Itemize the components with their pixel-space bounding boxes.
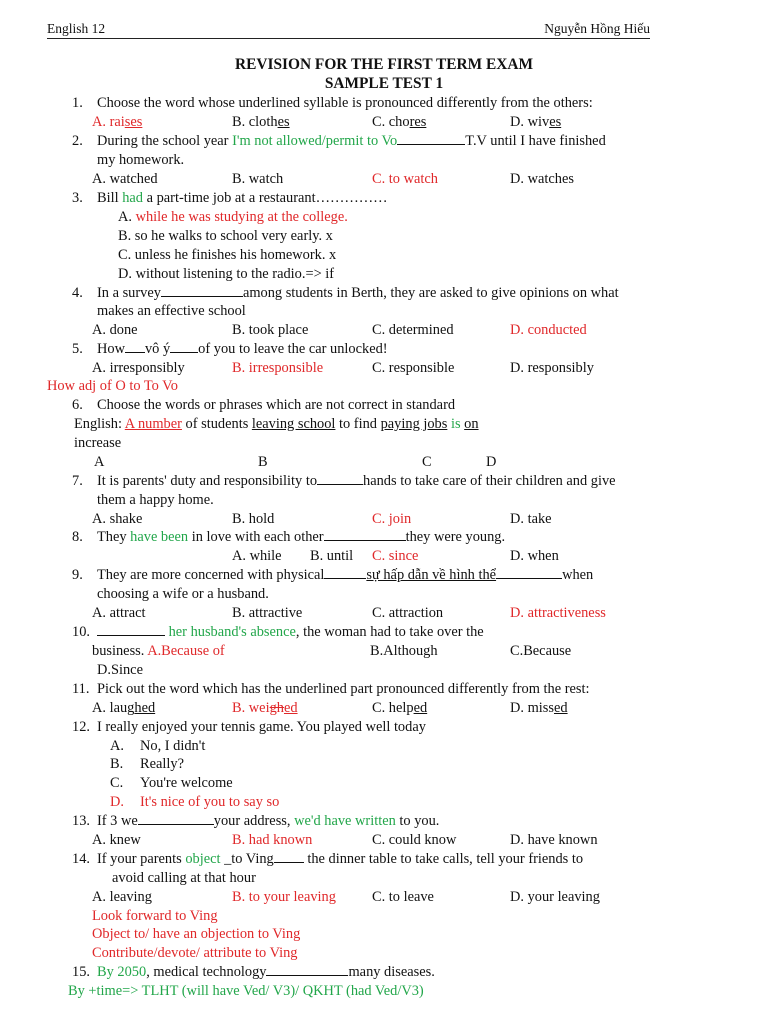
q14-option-c: C. to leave (372, 889, 434, 905)
q1-option-a: A. raises (92, 114, 143, 130)
q12-label-b: B. (110, 756, 124, 772)
q12-option-d: It's nice of you to say so (140, 794, 280, 810)
q3-text: Bill had a part-time job at a restaurant…………… (97, 190, 388, 206)
q11-option-c: C. helped (372, 700, 428, 716)
q1-number: 1. (72, 95, 83, 111)
q1-option-c: C. chores (372, 114, 427, 130)
q13-option-a: A. knew (92, 832, 141, 848)
q10-option-c: C.Because (510, 643, 572, 659)
q14-note-1: Look forward to Ving (92, 908, 218, 924)
q4-option-b: B. took place (232, 322, 309, 338)
q12-number: 12. (72, 719, 90, 735)
q12-option-c: You're welcome (140, 775, 233, 791)
q4-text-cont: makes an effective school (97, 303, 246, 319)
q9-option-a: A. attract (92, 605, 146, 621)
header-author: Nguyễn Hồng Hiếu (544, 21, 650, 36)
q1-option-b: B. clothes (232, 114, 290, 130)
q9-text-cont: choosing a wife or a husband. (97, 586, 269, 602)
q3-option-a: A. while he was studying at the college. (118, 209, 348, 225)
q15-text: By 2050, medical technology many diseases. (97, 964, 435, 980)
q4-option-d: D. conducted (510, 322, 587, 338)
q12-option-a: No, I didn't (140, 738, 206, 754)
q9-number: 9. (72, 567, 83, 583)
q12-option-b: Really? (140, 756, 184, 772)
q9-option-c: C. attraction (372, 605, 444, 621)
q6-sentence: English: A number of students leaving school to find paying jobs is on (74, 416, 479, 432)
q14-number: 14. (72, 851, 90, 867)
q7-text: It is parents' duty and responsibility to hands to take care of their children and give (97, 473, 616, 489)
q2-option-c: C. to watch (372, 171, 438, 187)
q7-option-c: C. join (372, 511, 412, 527)
q13-option-c: C. could know (372, 832, 457, 848)
q8-text: They have been in love with each other they were young. (97, 529, 506, 545)
q15-note: By +time=> TLHT (will have Ved/ V3)/ QKHT (had Ved/V3) (68, 983, 424, 999)
q14-note-3: Contribute/devote/ attribute to Ving (92, 945, 298, 961)
q11-option-d: D. missed (510, 700, 568, 716)
q14-option-d: D. your leaving (510, 889, 600, 905)
q8-option-c: C. since (372, 548, 419, 564)
q3-option-b: B. so he walks to school very early. x (118, 228, 333, 244)
q2-option-b: B. watch (232, 171, 284, 187)
q14-option-a: A. leaving (92, 889, 152, 905)
q5-option-d: D. responsibly (510, 360, 594, 376)
q12-label-a: A. (110, 738, 124, 754)
q10-option-b: B.Although (370, 643, 438, 659)
q2-number: 2. (72, 133, 83, 149)
q5-option-b: B. irresponsible (232, 360, 324, 376)
q6-label-d: D (486, 454, 497, 470)
q12-label-c: C. (110, 775, 124, 791)
q2-option-a: A. watched (92, 171, 158, 187)
document-subtitle: SAMPLE TEST 1 (324, 75, 444, 92)
q10-text: her husband's absence, the woman had to take over the (97, 623, 484, 641)
q7-option-b: B. hold (232, 511, 275, 527)
q2-text: During the school year I'm not allowed/permit to Vo T.V until I have finished (97, 133, 606, 149)
q9-option-d: D. attractiveness (510, 605, 606, 621)
q11-text: Pick out the word which has the underlined part pronounced differently from the rest: (97, 681, 590, 697)
q7-option-d: D. take (510, 511, 552, 527)
q1-text: Choose the word whose underlined syllable is pronounced differently from the others: (97, 95, 593, 111)
document-title: REVISION FOR THE FIRST TERM EXAM (234, 56, 534, 73)
q3-option-d: D. without listening to the radio.=> if (118, 266, 335, 282)
q14-text: If your parents object _to Ving the dinner table to take calls, tell your friends to (97, 851, 584, 867)
q7-option-a: A. shake (92, 511, 143, 527)
q10-option-d: D.Since (97, 662, 143, 678)
page-header (47, 21, 650, 39)
q3-option-c: C. unless he finishes his homework. x (118, 247, 337, 263)
q6-label-b: B (258, 454, 268, 470)
q12-text: I really enjoyed your tennis game. You played well today (97, 719, 426, 735)
q1-option-d: D. wives (510, 114, 562, 130)
q15-number: 15. (72, 964, 90, 980)
q13-number: 13. (72, 813, 90, 829)
q8-number: 8. (72, 529, 83, 545)
q3-number: 3. (72, 190, 83, 206)
q6-text: Choose the words or phrases which are not correct in standard (97, 397, 456, 413)
q2-option-d: D. watches (510, 171, 574, 187)
q6-label-a: A (94, 454, 105, 470)
q5-text: How vô ý of you to leave the car unlocked! (97, 341, 388, 357)
q4-option-a: A. done (92, 322, 138, 338)
q10-text-cont: business. A.Because of (92, 643, 225, 659)
q14-option-b: B. to your leaving (232, 889, 336, 905)
q14-note-2: Object to/ have an objection to Ving (92, 926, 301, 942)
q8-option-d: D. when (510, 548, 559, 564)
q9-option-b: B. attractive (232, 605, 303, 621)
q11-option-a: A. laughed (92, 700, 156, 716)
q5-option-c: C. responsible (372, 360, 455, 376)
q10-number: 10. (72, 624, 90, 640)
q9-text: They are more concerned with physical sự hấp dẫn về hình thể when (97, 567, 594, 583)
q13-text: If 3 we your address, we'd have written to you. (97, 813, 440, 829)
q14-text-cont: avoid calling at that hour (112, 870, 256, 886)
q5-option-a: A. irresponsibly (92, 360, 185, 376)
q12-label-d: D. (110, 794, 124, 810)
header-subject: English 12 (47, 21, 106, 36)
q4-number: 4. (72, 285, 83, 301)
q4-option-c: C. determined (372, 322, 454, 338)
q6-label-c: C (422, 454, 432, 470)
q11-number: 11. (72, 681, 90, 697)
q4-text: In a survey among students in Berth, they are asked to give opinions on what (97, 285, 619, 301)
q6-number: 6. (72, 397, 83, 413)
q2-text-cont: my homework. (97, 152, 185, 168)
q11-option-b: B. weighed (232, 700, 298, 716)
q13-option-b: B. had known (232, 832, 313, 848)
q8-option-b: B. until (310, 548, 354, 564)
q7-text-cont: them a happy home. (97, 492, 214, 508)
q13-option-d: D. have known (510, 832, 598, 848)
q5-note: How adj of O to To Vo (47, 378, 178, 394)
q8-option-a: A. while (232, 548, 282, 564)
q6-sentence-cont: increase (74, 435, 122, 451)
q5-number: 5. (72, 341, 83, 357)
q7-number: 7. (72, 473, 83, 489)
